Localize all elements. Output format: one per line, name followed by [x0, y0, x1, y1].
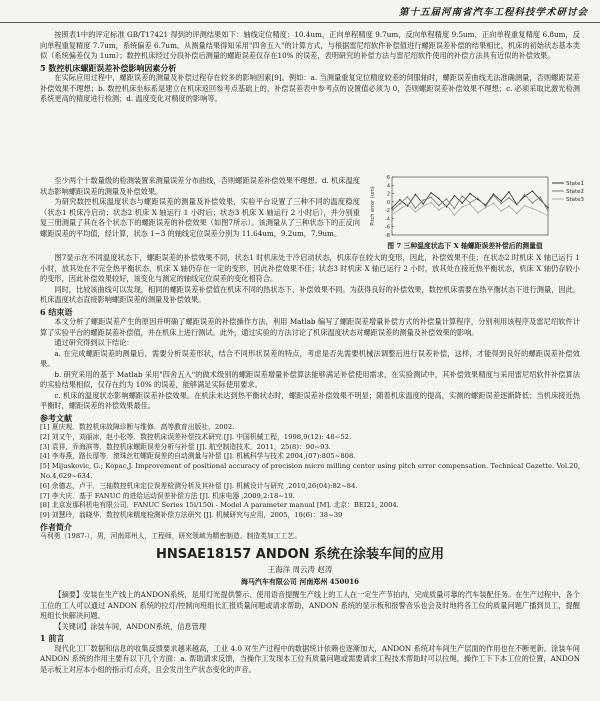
data-point [399, 209, 401, 211]
data-point [438, 209, 440, 211]
data-point [469, 193, 471, 195]
data-point [438, 205, 440, 207]
journal-header [0, 0, 600, 23]
references-heading: 参考文献 [40, 412, 72, 423]
data-point [430, 202, 432, 204]
data-point [461, 202, 463, 204]
data-point [532, 202, 534, 204]
body-block-3 [40, 253, 580, 542]
data-point [524, 196, 526, 198]
legend-label: State1 [566, 181, 585, 187]
data-point [547, 207, 549, 209]
paragraph: c. 机床的温度状态影响螺距误差补偿效果。在机床未达到热平衡状态时，螺距误差补偿效果不明显；随着机床温度的提高，实测的螺距误差逐渐降低；当机床接近热平衡时，螺距误差的补偿效果最佳。 [40, 390, 580, 410]
data-point [547, 215, 549, 217]
data-point [508, 205, 510, 207]
data-point [477, 212, 479, 214]
data-point [493, 194, 495, 196]
reference-item: [6] 余德志，卢干．三轴数控机床定位误差检测分析及其补偿 [J]. 机械设计与研究 ,2010,26(04):82~84. [40, 481, 358, 490]
data-point [493, 202, 495, 204]
data-point [477, 197, 479, 199]
y-tick-label: -8 [385, 233, 390, 239]
pitch-error-chart [368, 173, 596, 241]
paragraph: 按照表1中的评定标准 GB/T17421 得到的评测结果如下：轴线定位精度：10.4um，正向单程精度 9.7um，反向单程精度 9.5um，正向单程重复精度 6.8um，反向单程重复精度 7.7um，系统偏差 6.7um。从测量结果得知采用"四舍五入"的计算方式，与根据雷尼绍软件补偿值进行螺距误差补偿的结果相比，机床的初始状态基本类似（系统偏差仅为 1um）；数控机床经过分段补偿后测量的螺距误差仅存在10% 的误差，表明研究的补偿方法与雷尼绍软件使用的补偿方法具有近似的补偿效果。 [40, 30, 580, 60]
data-point [461, 206, 463, 208]
y-tick-label: 2 [386, 191, 390, 198]
paragraph: 本文分析了螺距误差产生的原因并明确了螺距误差的补偿操作方法，利用 Matlab 编写了螺距误差增量补偿方式的补偿量计算程序，分别利用该程序及雷尼绍软件计算了实验平台的螺距误差补偿值，并在机床上进行测试。此外，通过实验的方法讨论了机床温度状态对螺距误差的测量及补偿效果的影响。 [40, 317, 580, 337]
data-point [454, 208, 456, 210]
legend-label: State3 [566, 197, 585, 203]
data-point [446, 198, 448, 200]
y-tick-label: -6 [385, 224, 390, 231]
y-tick-label: 4 [386, 183, 390, 190]
abstract: 【摘要】安装在生产线上的ANDON系统，是用灯光提供警示、使用语音提醒生产线上的工人在一定生产节拍内，完成质量可靠的汽车装配任务。在生产过程中，各个工位的工人可以通过 ANDON 系统的拉灯/控制向班组长汇报质量问题或请求帮助，ANDON 系统的显示板和报警音乐也会及时地将各工位的质量问题广播到员工，提醒班组长快解决问题。 [40, 590, 580, 620]
data-point [422, 203, 424, 205]
data-point [500, 210, 502, 212]
data-point [422, 199, 424, 201]
author-intro-heading: 作者简介 [40, 521, 72, 532]
data-point [438, 198, 440, 200]
section-heading-5: 5 数控机床螺距误差补偿影响因素分析 [40, 62, 177, 73]
y-tick-label: -2 [385, 208, 390, 215]
section-heading-6: 6 结束语 [40, 306, 73, 317]
data-point [532, 190, 534, 192]
data-point [516, 204, 518, 206]
reference-item: [2] 刘又午，刘丽冰，赵小松等．数控机床误差补偿技术研究 [J]. 中国机械工程，1998,9(12): 48~52. [40, 432, 352, 441]
data-point [391, 209, 393, 211]
data-point [391, 207, 393, 209]
data-point [508, 197, 510, 199]
y-tick-label: -4 [385, 216, 390, 223]
data-point [430, 192, 432, 194]
paragraph: 图7显示在不同温度状态下，螺距误差的补偿效果不同，状态1 时机床处于冷启动状态，机床存在较大的变形，因此，补偿效果不佳；在状态2 时机床 X 轴已运行 1 小时，放其处在不完全热平衡状态，机床 X 轴仍存在一定的变形，因此补偿效果不佳；状态3 时机床 X 轴已运行 2 小时，放其处在接近热平衡状态，机床 X 轴仍存较小的变形，因此补偿效果较好，该变化与测定的轴线定位误差的变化相符合。 [40, 253, 580, 283]
keywords: 【关键词】涂装车间，ANDON系统，信息管理 [54, 621, 207, 631]
data-point [430, 197, 432, 199]
paragraph: 至少两个十数量级的检测装置来测量误差分布曲线，否则螺距误差补偿效果不理想。d. 机床温度状态影响螺距误差的测量及补偿效果。 [40, 176, 360, 196]
reference-item: [8] 北京发那科机电有限公司．FANUC Series 15i/150i - Model A parameter manual [M]. 北京：BEI21, 2004. [40, 501, 399, 510]
data-point [461, 195, 463, 197]
data-point [415, 207, 417, 209]
data-point [454, 214, 456, 216]
reference-item: [4] 李寿燕，路长厚等．滚珠丝杠螺距误差的自动测量与补偿 [J]. 机械科学与技术 2004,(07):805~808. [40, 452, 356, 461]
y-tick-label: 6 [386, 175, 390, 181]
article-affiliation: 海马汽车有限公司 河南郑州 450016 [240, 577, 360, 586]
reference-item: [5] Mijuskovic, G.; Kopac,J. Improvement of positional accuracy of precision micro milling center using pitch error compensation. Technical Gazette. Vol.20, No.4,629~634. [40, 462, 580, 480]
data-point [446, 204, 448, 206]
data-point [516, 213, 518, 215]
data-point [500, 203, 502, 205]
data-point [547, 210, 549, 212]
data-point [500, 200, 502, 202]
figure-caption: 图 7 三种温度状态下 X 轴螺距误差补偿后的测量值 [387, 242, 543, 250]
paragraph: b. 研究采用的基于 Matlab 采用"四舍五入"的做术级别的螺距误差增量补偿算法能够满足补偿使用需求，在实验测试中，其补偿效果精度与采用雷尼绍软件补偿算法的实验结果相似，仅存在约为 10% 的误差，能够满足实际使用要求。 [40, 369, 580, 389]
y-tick-label: 0 [386, 199, 390, 206]
paragraph: 同时，比较该曲线可以发现，相同的螺距误差补偿值在机床不同的热状态下，补偿效果不同。为获得良好的补偿效果，数控机床需要在热平衡状态下进行测量，因此，机床温度状态直接影响螺距误差的测量及补偿效果。 [40, 284, 580, 304]
article-title: HNSAE18157 ANDON 系统在涂装车间的应用 [155, 547, 444, 562]
paragraph: a. 在完成螺距误差的测量后，需要分析误差形状，结合不同形状误差的特点，考虑是否先需要机械法调整后进行误差补偿，这样，才能得到良好的螺距误差补偿效果。 [40, 348, 580, 368]
data-point [539, 199, 541, 201]
article-authors: 王海洋 周云涛 赵涛 [267, 565, 333, 574]
reference-item: [7] 李大庆．基于 FANUC 的进给运动误差补偿方法 [J]. 机床电器 ,2009,2:18~19. [40, 491, 295, 500]
paragraph: 通过研究得到以下结论： [54, 338, 134, 347]
body-block-1 [40, 30, 580, 105]
data-point [422, 205, 424, 207]
y-axis-label: Pitch error (um) [370, 186, 376, 226]
data-point [508, 191, 510, 193]
data-point [539, 196, 541, 198]
author-intro: 马利勇（1987-），男，河南郑州人，工程师，研究领域为精密制造、制造类加工工艺。 [40, 532, 301, 541]
data-point [485, 207, 487, 209]
body-block-2 [40, 176, 360, 239]
data-point [415, 211, 417, 213]
paragraph: 现代化工厂数据和信息的收集反馈要求越来越高，工业 4.0 对生产过程中的数据统计依赖也逐渐加大，ANDON 系统对车间生产层面的作用也在不断更新。涂装车间 ANDON 系统的作用主要有以下几个方面：a. 帮助请求反馈，当操作工发现本工位有质量问题或需要请求工程技术帮助时可以拉绳，操作工下下本工位的位置，ANDON 是示板上对应本小组的指示灯点亮，且会发出生产状态变化的声音。 [40, 643, 580, 674]
data-point [399, 199, 401, 201]
data-point [407, 204, 409, 206]
paragraph: 为研究数控机床温度状态与螺距误差的测量及补偿效果，实验平台设置了三种不同的温度稳度（状态1 机床冷启动；状态2 机床 X 轴运行 1 小时后；状态3 机床 X 轴运行 2 小时后），并分别重复三册测量了其在各个状态下的螺距误差的补偿效果（如图7所示）。该测量从了三种状态下的正反向螺距误差的平均值，经计算，状态 1~3 的轴线定位误差分别为 11.64um，9.2um，7.9um。 [40, 197, 360, 238]
data-point [391, 213, 393, 215]
data-point [399, 203, 401, 205]
reference-list [40, 423, 580, 521]
data-point [469, 203, 471, 205]
reference-item: [3] 袁祥，乔海滨等．数控机床螺距误差分析与补偿 [J]. 航空制造技术，2011，25(8)：90~93. [40, 442, 331, 451]
data-point [539, 211, 541, 213]
data-point [415, 194, 417, 196]
article2-body [40, 590, 580, 675]
data-point [524, 205, 526, 207]
journal-title: 第十五届河南省汽车工程科技学术研讨会 [398, 7, 588, 18]
data-point [454, 195, 456, 197]
reference-item: [9] 刘慧玲，翁晓华．数控机床精度检测补偿方法研究 [J]. 机械研究与应用，2005，18(6)：38~39 [40, 511, 343, 520]
data-point [532, 208, 534, 210]
paragraph: 在实际应用过程中，螺距误差的测量及补偿过程存在较多的影响因素[9]。例如：a. 当测量重复定位精度较差的伺服轴时，螺距误差曲线无法准确测量，否则螺距误差补偿效果不理想；b. 数控机床坐标系是建立在机床返回参考点基础上的，补偿误差表中参考点的设置值必须为 0，否则螺距误差补偿效果不理想；c. 必须采取比激光检测系统更高的精度进行检测；d. 温度变化对精度的影响等。 [40, 73, 580, 103]
data-point [407, 205, 409, 207]
data-point [407, 196, 409, 198]
legend-label: State2 [566, 189, 585, 195]
intro-heading: 1 前言 [40, 633, 65, 643]
data-point [524, 194, 526, 196]
reference-item: [1] 夏庆观．数控机床故障诊断与维修．高等教育出版社，2002. [40, 423, 235, 431]
